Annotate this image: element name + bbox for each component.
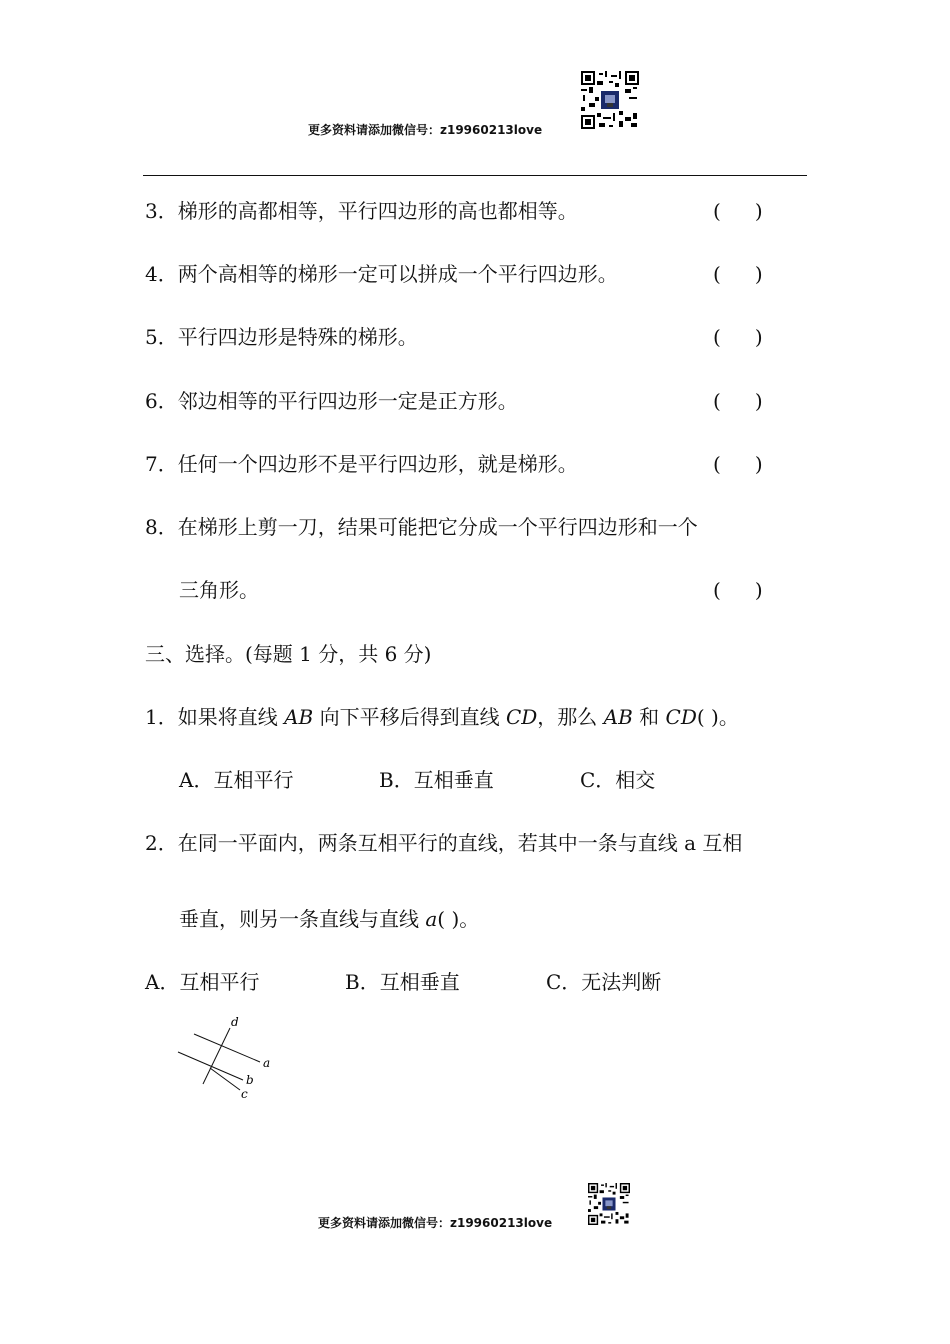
label-b: b [246, 1073, 254, 1087]
lines-figure [170, 1012, 280, 1106]
judge-item-6: 6．邻边相等的平行四边形一定是正方形。 [145, 389, 518, 413]
judge-item-7: 7．任何一个四边形不是平行四边形，就是梯形。 [145, 452, 578, 476]
label-c: c [241, 1087, 248, 1101]
q2-option-a[interactable]: A．互相平行 [145, 970, 260, 994]
judge-item-8: 8．在梯形上剪一刀，结果可能把它分成一个平行四边形和一个 [145, 515, 698, 539]
q2-option-b[interactable]: B．互相垂直 [345, 970, 460, 994]
choice-question-2-continued: 垂直，则另一条直线与直线 a( )。 [179, 907, 480, 931]
q1-option-a[interactable]: A．互相平行 [179, 768, 294, 792]
judge-item-8-continued: 三角形。 [179, 578, 259, 602]
judge-item-4: 4．两个高相等的梯形一定可以拼成一个平行四边形。 [145, 262, 618, 286]
answer-blank-5[interactable]: ( ) [713, 325, 763, 349]
judge-item-3: 3．梯形的高都相等，平行四边形的高也都相等。 [145, 199, 578, 223]
q2-option-c[interactable]: C．无法判断 [546, 970, 662, 994]
header-qr-code [581, 71, 639, 129]
header-wechat-text: 更多资料请添加微信号：z19960213love [308, 123, 543, 137]
choice-question-1: 1．如果将直线 AB 向下平移后得到直线 CD，那么 AB 和 CD( )。 [145, 705, 739, 729]
line-b [178, 1052, 243, 1080]
label-a: a [263, 1056, 271, 1070]
answer-blank-7[interactable]: ( ) [713, 452, 763, 476]
answer-blank-6[interactable]: ( ) [713, 389, 763, 413]
footer-qr-code [588, 1183, 630, 1225]
section-title-choice: 三、选择。(每题 1 分，共 6 分) [145, 642, 432, 666]
answer-blank-3[interactable]: ( ) [713, 199, 763, 223]
label-d: d [231, 1015, 239, 1029]
line-d [203, 1028, 230, 1084]
footer-wechat-text: 更多资料请添加微信号：z19960213love [318, 1216, 553, 1230]
answer-blank-4[interactable]: ( ) [713, 262, 763, 286]
choice-question-2: 2．在同一平面内，两条互相平行的直线，若其中一条与直线 a 互相 [145, 831, 743, 855]
line-a [194, 1034, 260, 1062]
q1-option-c[interactable]: C．相交 [580, 768, 656, 792]
line-c [210, 1068, 240, 1090]
q1-option-b[interactable]: B．互相垂直 [379, 768, 494, 792]
judge-item-5: 5．平行四边形是特殊的梯形。 [145, 325, 418, 349]
header-divider [143, 175, 807, 176]
answer-blank-8[interactable]: ( ) [713, 578, 763, 602]
